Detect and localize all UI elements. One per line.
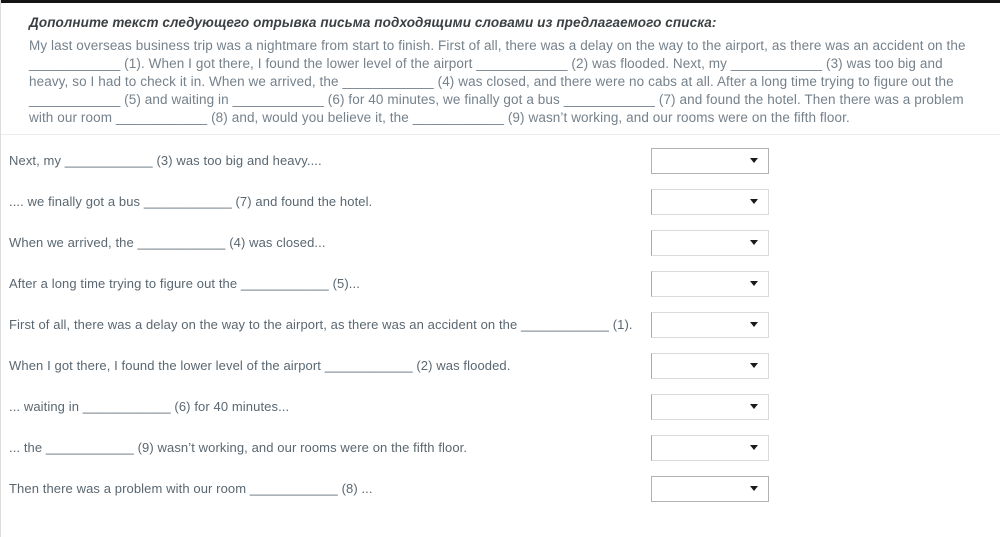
dropdown-selected-value [652,395,768,399]
exercise-row [1,304,1000,345]
dropdown-arrow-icon [750,281,758,286]
dropdown-arrow-icon [750,486,758,491]
dropdown-arrow-icon [750,445,758,450]
dropdown-arrow-icon [750,322,758,327]
row-text: Then there was a problem with our room ____________ (8) ... [9,481,373,496]
dropdown-arrow-icon [750,199,758,204]
dropdown-selected-value [652,436,768,440]
answer-dropdown[interactable] [651,394,769,420]
dropdown-selected-value [652,354,768,358]
answer-dropdown[interactable] [651,271,769,297]
exercise-row [1,181,1000,222]
exercise-row [1,222,1000,263]
dropdown-selected-value [652,149,768,153]
dropdown-arrow-icon [750,158,758,163]
dropdown-selected-value [652,231,768,235]
exercise-list [1,135,1000,509]
task-header [1,3,1000,127]
answer-dropdown[interactable] [651,230,769,256]
exercise-row [1,345,1000,386]
dropdown-selected-value [652,272,768,276]
answer-dropdown[interactable] [651,148,769,174]
instruction-text: Дополните текст следующего отрывка письма подходящими словами из предлагаемого списка: [29,15,717,30]
dropdown-arrow-icon [750,404,758,409]
row-text: ... waiting in ____________ (6) for 40 minutes... [9,399,290,414]
dropdown-selected-value [652,477,768,481]
answer-dropdown[interactable] [651,189,769,215]
row-text: First of all, there was a delay on the way to the airport, as there was an accident on the ____________ (1). [9,317,633,332]
exercise-row [1,427,1000,468]
dropdown-selected-value [652,190,768,194]
dropdown-arrow-icon [750,363,758,368]
row-text: ... the ____________ (9) wasn’t working, and our rooms were on the fifth floor. [9,440,468,455]
exercise-row [1,386,1000,427]
answer-dropdown[interactable] [651,312,769,338]
dropdown-selected-value [652,313,768,317]
answer-dropdown[interactable] [651,476,769,502]
row-text: When I got there, I found the lower level of the airport ____________ (2) was flooded. [9,358,511,373]
row-text: Next, my ____________ (3) was too big and heavy.... [9,153,322,168]
exercise-row [1,140,1000,181]
dropdown-arrow-icon [750,240,758,245]
exercise-row [1,263,1000,304]
row-text: After a long time trying to figure out the ____________ (5)... [9,276,360,291]
exercise-row [1,468,1000,509]
answer-dropdown[interactable] [651,353,769,379]
answer-dropdown[interactable] [651,435,769,461]
row-text: When we arrived, the ____________ (4) was closed... [9,235,326,250]
passage-text: My last overseas business trip was a nightmare from start to finish. First of all, there was a delay on the way to the airport, as there was an accident on the ____________ (1). When I got there, I found the lower level of the airport ____________ (2) was flooded. Next, my ____________ (3) was too big and heavy, so I had to check it in. When we arrived, the ____________ (4) was closed, and there were no cabs at all. After a long time trying to figure out the ____________ (5) and waiting in ____________ (6) for 40 minutes, we finally got a bus ____________ (7) and found the hotel. Then there was a problem with our room ____________ (8) and, would you believe it, the ____________ (9) wasn’t working, and our rooms were on the fifth floor. [29,38,966,125]
row-text: .... we finally got a bus ____________ (7) and found the hotel. [9,194,373,209]
